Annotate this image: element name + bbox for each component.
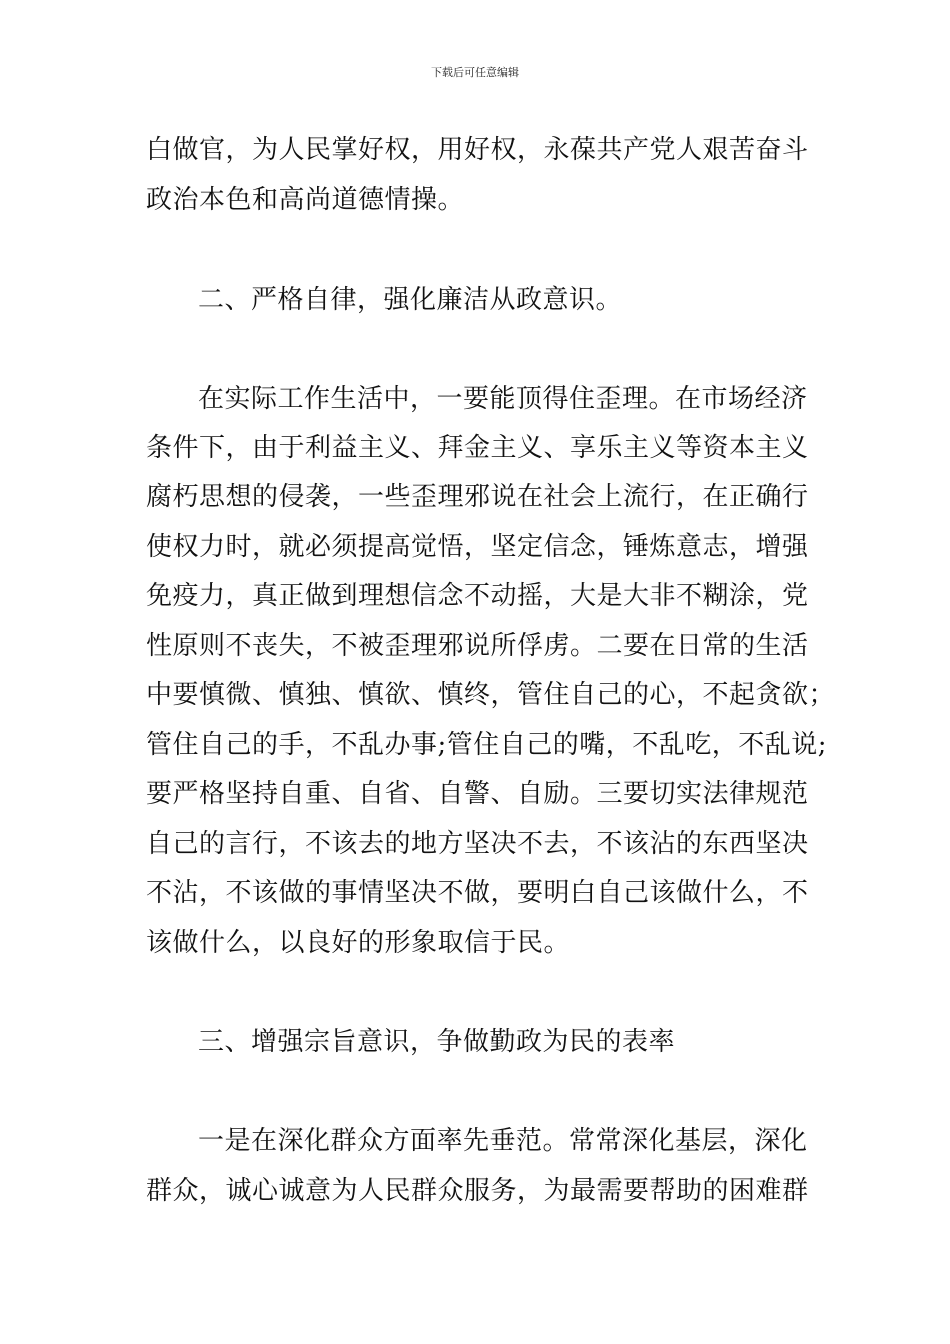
body-line: 该做什么，以良好的形象取信于民。 xyxy=(146,928,571,958)
section-heading: 三、增强宗旨意识，争做勤政为民的表率 xyxy=(198,1027,676,1057)
body-line: 自己的言行，不该去的地方坚决不去，不该沾的东西坚决 xyxy=(146,829,809,859)
body-line: 管住自己的手，不乱办事;管住自己的嘴，不乱吃，不乱说; xyxy=(146,730,828,760)
body-line: 性原则不丧失，不被歪理邪说所俘虏。二要在日常的生活 xyxy=(146,631,809,661)
body-line: 要严格坚持自重、自省、自警、自励。三要切实法律规范 xyxy=(146,779,809,809)
body-line: 一是在深化群众方面率先垂范。常常深化基层，深化 xyxy=(198,1126,808,1156)
section-heading: 二、严格自律，强化廉洁从政意识。 xyxy=(198,285,623,315)
body-line: 不沾，不该做的事情坚决不做，要明白自己该做什么，不 xyxy=(146,878,809,908)
body-line: 群众，诚心诚意为人民群众服务，为最需要帮助的困难群 xyxy=(146,1176,809,1206)
body-line: 腐朽思想的侵袭，一些歪理邪说在社会上流行，在正确行 xyxy=(146,482,809,512)
body-line: 中要慎微、慎独、慎欲、慎终，管住自己的心，不起贪欲； xyxy=(146,680,836,710)
body-line: 条件下，由于利益主义、拜金主义、享乐主义等资本主义 xyxy=(146,433,809,463)
body-line: 政治本色和高尚道德情操。 xyxy=(146,185,465,215)
body-line: 白做官，为人民掌好权，用好权，永葆共产党人艰苦奋斗 xyxy=(146,135,809,165)
body-line: 在实际工作生活中，一要能顶得住歪理。在市场经济 xyxy=(198,384,808,414)
body-line: 使权力时，就必须提高觉悟，坚定信念，锤炼意志，增强 xyxy=(146,532,809,562)
page-header: 下载后可任意编辑 xyxy=(431,66,519,79)
body-line: 免疫力，真正做到理想信念不动摇，大是大非不糊涂，党 xyxy=(146,581,809,611)
